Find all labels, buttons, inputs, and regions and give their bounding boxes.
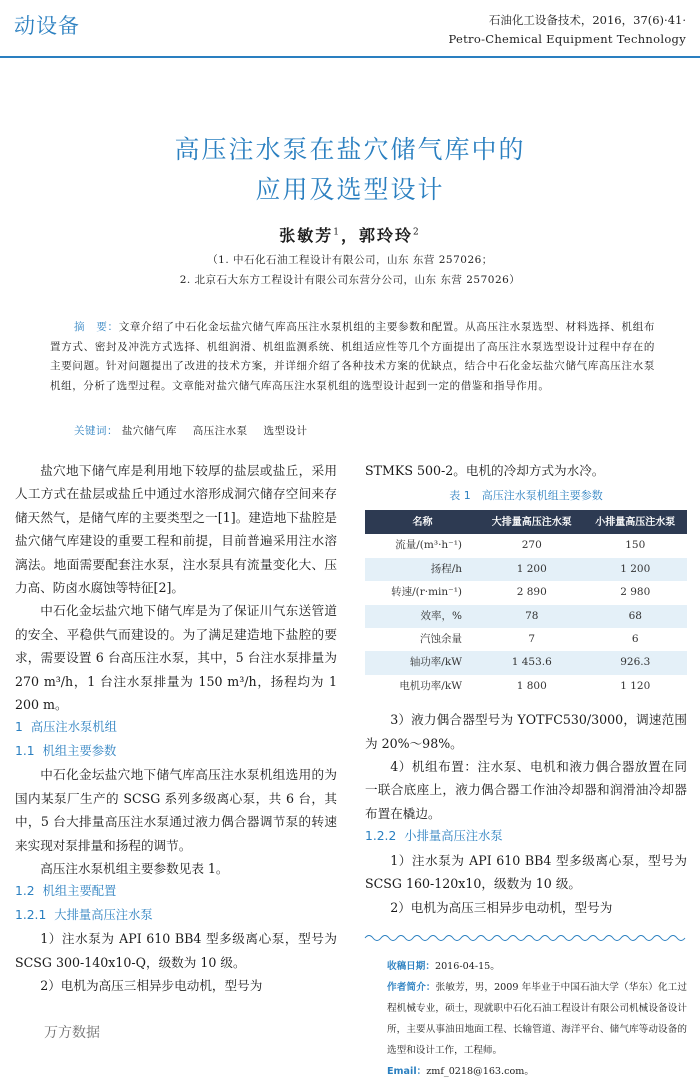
abstract-label: 摘 要： (74, 321, 119, 333)
table-cell: 150 (625, 539, 646, 552)
wavy-divider (365, 933, 687, 943)
table-cell: 1 120 (620, 679, 651, 692)
table-row (365, 605, 687, 628)
section-number: 1 (15, 720, 23, 735)
table-cell: 270 (521, 539, 542, 552)
table-row (365, 534, 687, 557)
email-value: zmf_0218@163.com。 (426, 1066, 534, 1078)
right-column (365, 459, 687, 1082)
section-number: 1.2.2 (365, 829, 397, 844)
table-cell: 汽蚀余量 (420, 633, 463, 646)
section-number: 1.1 (15, 743, 35, 758)
table-cell: 效率，% (365, 605, 480, 628)
bio-text: 张敏芳，男，2009 年毕业于中国石油大学（华东）化工过程机械专业，硕士，现就职中石化石油工程设计有限公司机械设备设计所，主要从事油田地面工程、长输管道、海洋平台、储气库等动设备的选型和设计工作，工程师。 (387, 982, 688, 1057)
table-cell: 转速/(r·min⁻¹) (391, 586, 463, 599)
section-title: 机组主要参数 (42, 743, 117, 758)
article-notes (365, 956, 687, 1082)
body-paragraph: 盐穴地下储气库是利用地下较厚的盐层或盐丘，采用人工方式在盐层或盐丘中通过水溶形成洞穴储存空间来存储天然气，是储气库的主要类型之一[1]。建造地下盐腔是盐穴储气库建设的重要工程和前提，目前普遍采用注水溶漓法。地面需要配套注水泵，注水泵具有流量变化大、压力高、防卤水腐蚀等特征[2]。 (15, 463, 337, 596)
table-row (365, 558, 687, 581)
table-header-cell: 名称 (365, 510, 480, 534)
section-number: 1.2 (15, 884, 35, 899)
abstract (50, 318, 655, 396)
table-cell: 流量/(m³·h⁻¹) (395, 539, 463, 552)
table-cell: 电机功率/kW (399, 679, 463, 692)
table-cell: 926.3 (584, 651, 688, 674)
table-cell: 2 980 (620, 586, 651, 599)
subsection-heading (15, 880, 337, 903)
body-paragraph: STMKS 500-2。电机的冷却方式为水冷。 (365, 463, 605, 478)
table-cell: 2 890 (516, 586, 547, 599)
table-row (365, 628, 687, 651)
table-header-cell: 小排量高压注水泵 (584, 510, 688, 534)
bio-label: 作者简介： (387, 982, 436, 994)
table-caption: 表 1 高压注水泵机组主要参数 (449, 489, 603, 503)
article-title-line1: 高压注水泵在盐穴储气库中的 (174, 135, 526, 164)
section-title: 高压注水泵机组 (30, 720, 117, 735)
section-number: 1.2.1 (15, 907, 47, 922)
author-affil-mark: 2 (413, 227, 421, 238)
author-name: 郭玲玲 (359, 226, 414, 245)
affiliation-2: 2. 北京石大东方工程设计有限公司东营分公司，山东 东营 257026） (179, 274, 521, 286)
section-tag: 动设备 (14, 14, 80, 38)
subsubsection-heading (365, 825, 687, 848)
page-header (0, 0, 700, 58)
table-cell: 扬程/h (365, 558, 480, 581)
table-cell: 6 (631, 633, 639, 646)
received-date (387, 956, 687, 977)
keyword: 高压注水泵 (192, 425, 248, 437)
section-title: 大排量高压注水泵 (54, 907, 153, 922)
header-divider (0, 56, 700, 58)
watermark: 万方数据 (44, 1025, 100, 1041)
table-cell: 7 (528, 633, 536, 646)
table-cell: 1 200 (480, 558, 583, 581)
table-cell: 1 800 (516, 679, 547, 692)
article-title-line2: 应用及选型设计 (255, 175, 445, 204)
subsubsection-heading (15, 904, 337, 927)
author-bio (387, 977, 687, 1061)
subsection-heading (15, 740, 337, 763)
table-cell: 68 (584, 605, 688, 628)
table-cell: 78 (480, 605, 583, 628)
body-paragraph: 3）液力偶合器型号为 YOTFC530/3000，调速范围为 20%～98%。 (365, 712, 687, 751)
received-value: 2016-04-15。 (434, 961, 500, 973)
journal-english-name: Petro-Chemical Equipment Technology (448, 32, 686, 46)
body-paragraph: 1）注水泵为 API 610 BB4 型多级离心泵，型号为 SCSG 300-140x10-Q，级数为 10 级。 (15, 931, 337, 970)
table-row (365, 581, 687, 604)
body-paragraph: 高压注水泵机组主要参数见表 1。 (40, 860, 229, 876)
table-header-cell: 大排量高压注水泵 (480, 510, 583, 534)
body-paragraph: 中石化金坛盐穴地下储气库高压注水泵机组选用的为国内某泵厂生产的 SCSG 系列多级离心泵，共 6 台，其中，5 台大排量高压注水泵通过液力偶合器调节泵的转速来实现对泵排量和扬程的调节。 (15, 767, 337, 853)
table-cell: 1 453.6 (480, 651, 583, 674)
table-row (365, 651, 687, 674)
table-cell: 轴功率/kW (365, 651, 480, 674)
keyword: 选型设计 (263, 425, 308, 437)
table-header-row (365, 510, 687, 534)
author-list (0, 223, 700, 246)
body-paragraph: 2）电机为高压三相异步电动机，型号为 (40, 977, 263, 993)
affiliation-1: （1. 中石化石油工程设计有限公司，山东 东营 257026； (207, 254, 493, 266)
left-column (15, 459, 337, 997)
body-paragraph: 4）机组布置：注水泵、电机和液力偶合器放置在同一联合底座上，液力偶合器工作油冷却器和润滑油冷却器布置在橇边。 (365, 759, 687, 821)
author-affil-mark: 1 (333, 227, 341, 238)
table-cell: 1 200 (584, 558, 688, 581)
body-paragraph: 1）注水泵为 API 610 BB4 型多级离心泵，型号为 SCSG 160-120x10，级数为 10 级。 (365, 852, 687, 892)
author-name: 张敏芳 (279, 226, 334, 245)
received-label: 收稿日期： (387, 961, 435, 973)
journal-citation: 石油化工设备技术，2016，37(6)·41· (488, 13, 686, 27)
parameters-table (365, 510, 687, 698)
keywords-label: 关键词： (74, 425, 118, 437)
section-title: 小排量高压注水泵 (404, 829, 503, 844)
table-row (365, 675, 687, 698)
section-heading (15, 716, 337, 739)
keyword: 盐穴储气库 (121, 425, 177, 437)
email-label: Email： (387, 1066, 427, 1078)
keywords (74, 423, 320, 438)
body-paragraph: 2）电机为高压三相异步电动机，型号为 (390, 899, 613, 915)
section-title: 机组主要配置 (42, 884, 117, 899)
body-paragraph: 中石化金坛盐穴地下储气库是为了保证川气东送管道的安全、平稳供气而建设的。为了满足建造地下盐腔的要求，需要设置 6 台高压注水泵，其中，5 台注水泵排量为 270 m³/h，1 台注水泵排量为 150 m³/h，扬程均为 1 200 m。 (15, 603, 337, 713)
abstract-text: 文章介绍了中石化金坛盐穴储气库高压注水泵机组的主要参数和配置。从高压注水泵选型、材料选择、机组布置方式、密封及冲洗方式选择、机组润滑、机组监测系统、机组适应性等几个方面提出了高压注水泵选型设计过程中存在的主要问题。针对问题提出了改进的技术方案，并详细介绍了各种技术方案的优缺点，结合中石化金坛盐穴储气库高压注水泵机组，分析了选型过程。文章能对盐穴储气库高压注水泵机组的选型设计起到一定的借鉴和指导作用。 (50, 321, 655, 392)
author-separator: ， (340, 226, 359, 245)
author-email (387, 1061, 687, 1082)
